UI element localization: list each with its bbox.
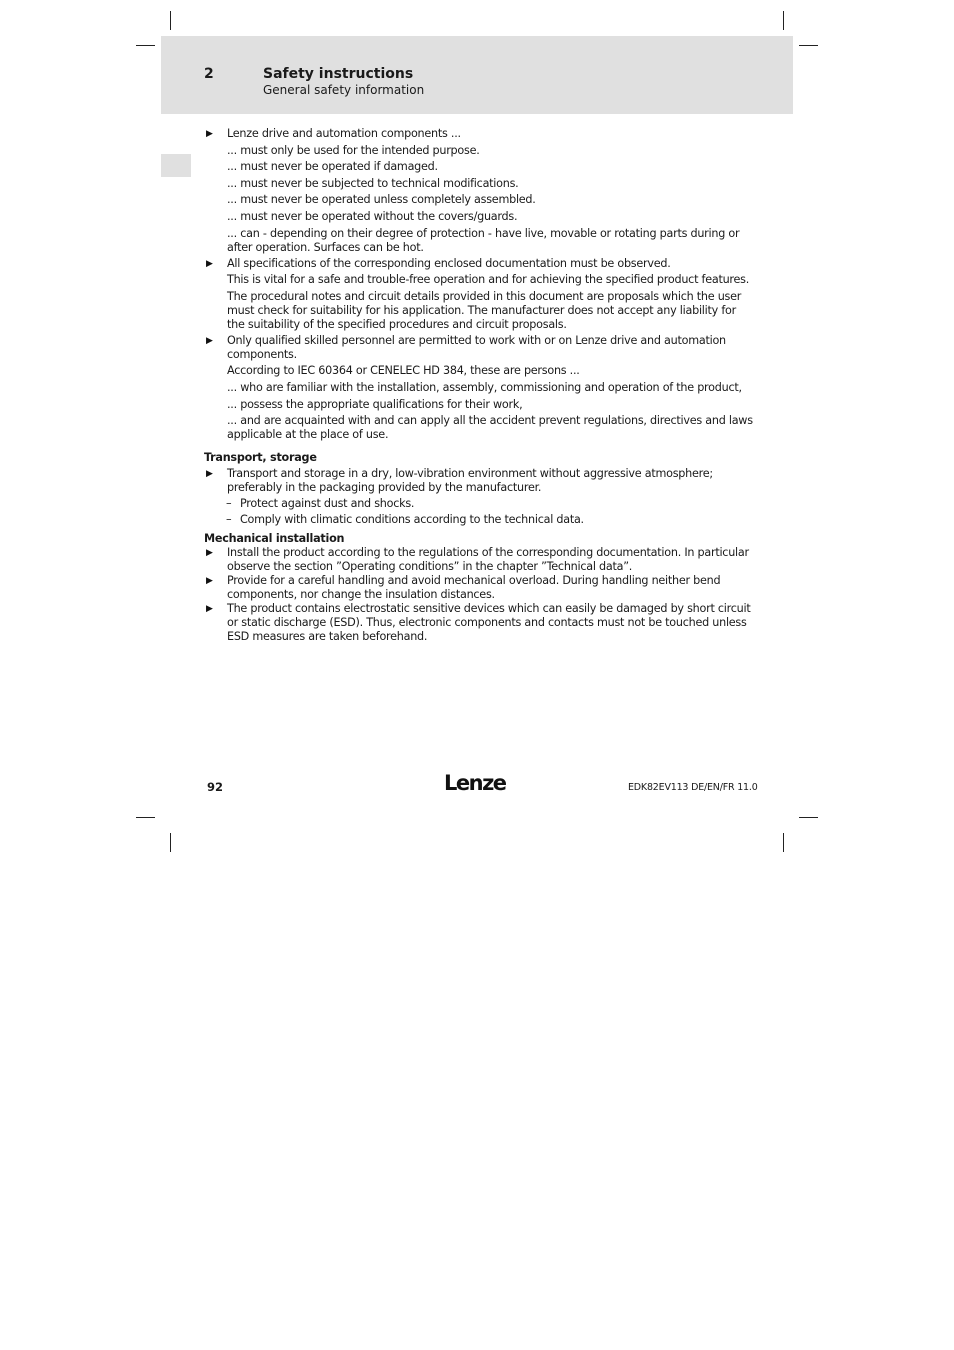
crop-mark bbox=[799, 45, 818, 46]
page-number: 92 bbox=[207, 780, 224, 794]
bullet-item: ▶ Install the product according to the regulations of the corresponding documentation. In particular observe the section ”Operating conditions” in the chapter ”Technical data”. bbox=[204, 546, 756, 574]
bullet-item: ▶ Provide for a careful handling and avoid mechanical overload. During handling neither bend components, nor change the insulation distances. bbox=[204, 574, 756, 602]
bullet-item: ▶ All specifications of the corresponding enclosed documentation must be observed. bbox=[204, 257, 756, 271]
chapter-number: 2 bbox=[204, 66, 214, 82]
crop-mark bbox=[799, 817, 818, 818]
bullet-subitem: ... can - depending on their degree of protection - have live, movable or rotating parts during or after operation. Surfaces can be hot. bbox=[227, 226, 740, 254]
dash-item: – Protect against dust and shocks. bbox=[204, 497, 756, 511]
crop-mark bbox=[136, 45, 155, 46]
header-band bbox=[161, 36, 793, 114]
bullet-subitem: ... must never be operated if damaged. bbox=[227, 160, 438, 174]
chapter-subtitle: General safety information bbox=[263, 83, 425, 97]
crop-mark bbox=[136, 817, 155, 818]
section-heading-mechanical: Mechanical installation bbox=[204, 531, 345, 545]
crop-mark bbox=[170, 833, 171, 852]
bullet-item: ▶ Transport and storage in a dry, low-vibration environment without aggressive atmosphere; preferably in the packaging provided by the manufacturer. bbox=[204, 467, 756, 495]
section-heading-transport: Transport, storage bbox=[204, 451, 317, 465]
bullet-subitem: The procedural notes and circuit details provided in this document are proposals which the user must check for suitability for his application. The manufacturer does not accept any liability for the suitability of the specified procedures and circuit proposals. bbox=[227, 289, 742, 331]
bullet-subitem: According to IEC 60364 or CENELEC HD 384, these are persons ... bbox=[227, 364, 580, 378]
lenze-logo: Lenze bbox=[444, 771, 506, 795]
bullet-subitem: ... and are acquainted with and can apply all the accident prevent regulations, directives and laws applicable at the place of use. bbox=[227, 414, 753, 442]
bullet-subitem: ... must never be operated unless completely assembled. bbox=[227, 193, 536, 207]
bullet-item: ▶ The product contains electrostatic sensitive devices which can easily be damaged by short circuit or static discharge (ESD). Thus, electronic components and contacts must not be touched unless ESD measures are taken beforehand. bbox=[204, 602, 756, 644]
bullet-subitem: ... possess the appropriate qualifications for their work, bbox=[227, 397, 523, 411]
page-content bbox=[204, 125, 756, 644]
bullet-subitem: This is vital for a safe and trouble-free operation and for achieving the specified product features. bbox=[227, 273, 750, 287]
bullet-subitem: ... must only be used for the intended purpose. bbox=[227, 143, 480, 157]
chapter-title: Safety instructions bbox=[263, 66, 414, 82]
crop-mark bbox=[783, 833, 784, 852]
crop-mark bbox=[170, 11, 171, 30]
document-id: EDK82EV113 DE/EN/FR 11.0 bbox=[628, 782, 758, 793]
mechanical-list bbox=[204, 546, 756, 644]
chapter-tab-marker bbox=[161, 154, 191, 177]
bullet-subitem: ... who are familiar with the installation, assembly, commissioning and operation of the product, bbox=[227, 380, 742, 394]
bullet-subitem: ... must never be operated without the covers/guards. bbox=[227, 209, 518, 223]
bullet-item: ▶ Only qualified skilled personnel are permitted to work with or on Lenze drive and automation components. bbox=[204, 334, 756, 362]
crop-mark bbox=[783, 11, 784, 30]
bullet-item: ▶ Lenze drive and automation components ... bbox=[204, 127, 756, 141]
bullet-subitem: ... must never be subjected to technical modifications. bbox=[227, 176, 519, 190]
dash-item: – Comply with climatic conditions according to the technical data. bbox=[204, 513, 756, 527]
